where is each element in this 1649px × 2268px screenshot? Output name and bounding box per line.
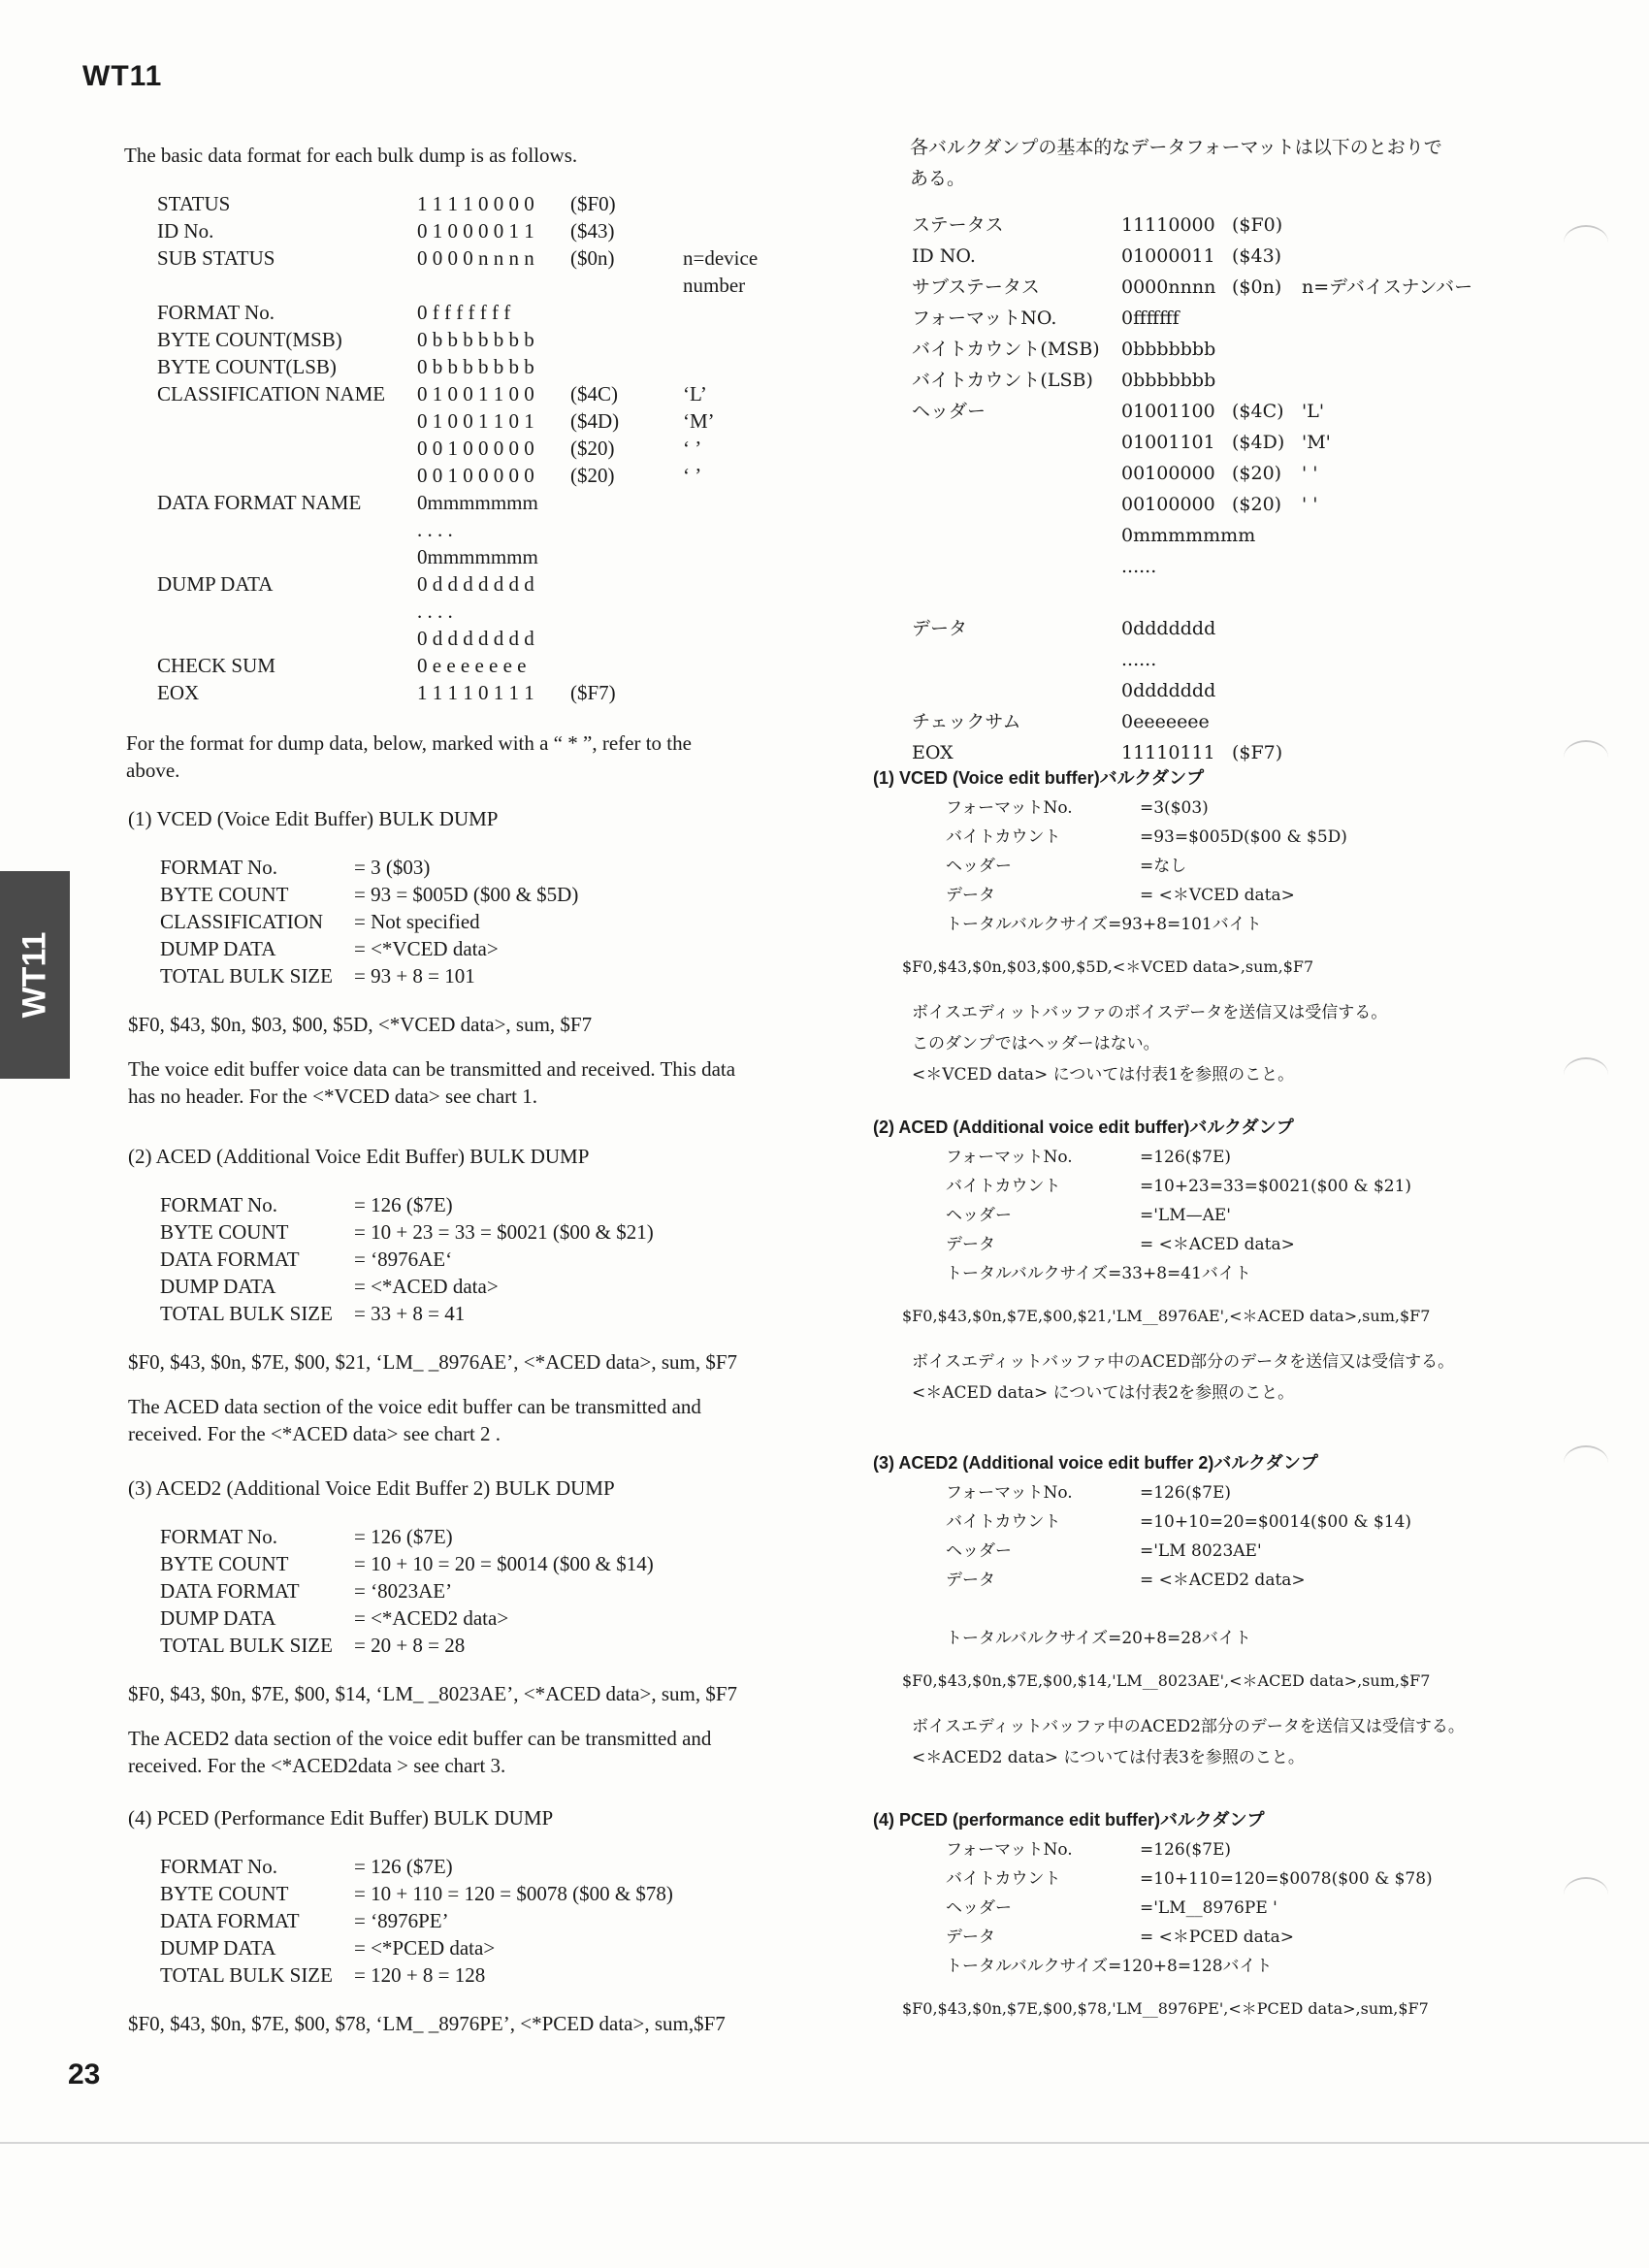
binder-hole-mark	[1564, 740, 1608, 775]
en-desc-line: has no header. For the <*VCED data> see chart 1.	[128, 1085, 537, 1108]
param-value: = 10 + 23 = 33 = $0021 ($00 & $21)	[354, 1220, 654, 1244]
param-key: FORMAT No.	[160, 856, 277, 879]
param-key: ヘッダー	[946, 1541, 1012, 1561]
ja-param-row	[946, 1952, 1567, 1981]
ja-param-row	[946, 910, 1567, 939]
en-intro: The basic data format for each bulk dump is as follows.	[124, 144, 578, 167]
param-key: データ	[946, 886, 995, 905]
bit-pattern: 0mmmmmmm	[417, 491, 538, 514]
en-section-summary: $F0, $43, $0n, $7E, $00, $14, ‘LM_ _8023AE’, <*ACED data>, sum, $F7	[128, 1682, 738, 1705]
bit-pattern: 11110000	[1121, 214, 1215, 236]
param-key: TOTAL BULK SIZE	[160, 1302, 333, 1325]
param-key: フォーマットNo.	[946, 1148, 1073, 1167]
ja-section-title: (4) PCED (performance edit buffer)バルクダンプ	[873, 1810, 1265, 1830]
ja-format-row	[912, 334, 1533, 365]
bit-pattern: ......	[1121, 556, 1157, 577]
param-key: CLASSIFICATION	[160, 910, 324, 933]
bit-pattern: 0eeeeeee	[1121, 711, 1210, 732]
field-name: EOX	[912, 742, 954, 763]
ja-desc-line: ボイスエディットバッファ中のACED部分のデータを送信又は受信する。	[912, 1352, 1455, 1372]
binder-hole-mark	[1564, 225, 1608, 260]
bit-pattern: 1 1 1 1 0 0 0 0	[417, 192, 534, 215]
hex-value: ($20)	[1232, 463, 1282, 484]
param-key: データ	[946, 1571, 995, 1590]
field-name: CHECK SUM	[157, 654, 275, 677]
ja-format-row	[912, 365, 1533, 396]
en-section-params	[160, 1523, 761, 1659]
ja-format-row	[912, 303, 1533, 334]
field-name: サブステータス	[912, 276, 1040, 298]
param-key: バイトカウント	[946, 1177, 1061, 1196]
param-key: FORMAT No.	[160, 1525, 277, 1548]
field-note: ‘ ’	[683, 464, 702, 487]
param-value: =126($7E)	[1140, 1840, 1231, 1860]
hex-value: ($43)	[1232, 245, 1282, 267]
en-format-row	[157, 570, 797, 598]
en-format-row	[157, 407, 797, 435]
field-name: ステータス	[912, 214, 1004, 236]
ja-desc-line: ボイスエディットバッファ中のACED2部分のデータを送信又は受信する。	[912, 1717, 1465, 1736]
hex-value: ($20)	[1232, 494, 1282, 515]
ja-param-row	[946, 1172, 1567, 1201]
param-key: フォーマットNo.	[946, 798, 1073, 818]
param-key: トータルバルクサイズ=93+8=101バイト	[946, 915, 1262, 934]
en-section-params	[160, 854, 761, 989]
ja-desc-line: <＊ACED2 data> については付表3を参照のこと。	[912, 1748, 1305, 1767]
field-name: CLASSIFICATION NAME	[157, 382, 386, 405]
hex-value: ($4C)	[570, 382, 618, 405]
bit-pattern: 0 1 0 0 1 1 0 1	[417, 409, 534, 433]
en-format-row	[157, 679, 797, 706]
field-name: ID No.	[157, 219, 214, 243]
param-key: トータルバルクサイズ=20+8=28バイト	[946, 1629, 1251, 1648]
bit-pattern: 0 0 1 0 0 0 0 0	[417, 437, 534, 460]
ja-section-desc	[912, 1711, 1465, 1773]
param-value: = 126 ($7E)	[354, 1855, 453, 1878]
ja-section-summary: $F0,$43,$0n,$7E,$00,$21,'LM__8976AE',<＊ACED data>,sum,$F7	[902, 1307, 1431, 1325]
field-note: ' '	[1302, 463, 1318, 484]
en-desc-line: The ACED data section of the voice edit buffer can be transmitted and	[128, 1395, 701, 1418]
en-param-row	[160, 962, 761, 989]
field-name: FORMAT No.	[157, 301, 275, 324]
field-name: フォーマットNO.	[912, 308, 1057, 329]
bit-pattern: 0 0 0 0 n n n n	[417, 246, 534, 270]
field-name: EOX	[157, 681, 200, 704]
en-desc-line: The ACED2 data section of the voice edit buffer can be transmitted and	[128, 1727, 712, 1750]
en-format-row	[157, 190, 797, 217]
param-value: = <*ACED2 data>	[354, 1606, 509, 1630]
hex-value: ($F0)	[1232, 214, 1283, 236]
param-key: バイトカウント	[946, 1512, 1061, 1532]
param-value: = <＊ACED2 data>	[1140, 1571, 1306, 1590]
hex-value: ($20)	[570, 464, 615, 487]
field-name: チェックサム	[912, 711, 1021, 732]
en-format-note	[126, 729, 692, 784]
hex-value: ($43)	[570, 219, 615, 243]
bit-pattern: . . . .	[417, 599, 453, 623]
bit-pattern: 00100000	[1121, 494, 1215, 515]
ja-param-row	[946, 1864, 1567, 1894]
ja-format-row	[912, 210, 1533, 241]
param-key: TOTAL BULK SIZE	[160, 1634, 333, 1657]
param-key: DUMP DATA	[160, 1936, 276, 1960]
field-note: 'L'	[1302, 401, 1325, 422]
bit-pattern: 0 d d d d d d d	[417, 572, 534, 596]
ja-format-row	[912, 272, 1533, 303]
field-note: ‘L’	[683, 382, 707, 405]
en-desc-line: received. For the <*ACED2data > see chart 3.	[128, 1754, 506, 1777]
en-note-line: For the format for dump data, below, marked with a “ * ”, refer to the	[126, 731, 692, 755]
ja-section-title: (2) ACED (Additional voice edit buffer)バルクダンプ	[873, 1118, 1294, 1137]
ja-section-params	[946, 1835, 1567, 1981]
param-value: = 126 ($7E)	[354, 1193, 453, 1216]
ja-param-row	[946, 1894, 1567, 1923]
param-key: DUMP DATA	[160, 1606, 276, 1630]
bit-pattern: . . . .	[417, 518, 453, 541]
ja-param-row	[946, 1624, 1567, 1653]
ja-format-row	[912, 551, 1533, 582]
ja-format-row	[912, 396, 1533, 427]
bit-pattern: 0ddddddd	[1121, 618, 1216, 639]
param-value: =10+23=33=$0021($00 & $21)	[1140, 1177, 1412, 1196]
ja-param-row	[946, 1259, 1567, 1288]
en-param-row	[160, 1907, 761, 1934]
param-key: トータルバルクサイズ=33+8=41バイト	[946, 1264, 1251, 1283]
ja-format-row	[912, 489, 1533, 520]
param-key: TOTAL BULK SIZE	[160, 1963, 333, 1987]
ja-section-summary: $F0,$43,$0n,$7E,$00,$14,'LM__8023AE',<＊ACED data>,sum,$F7	[902, 1671, 1431, 1690]
bit-pattern: 0000nnnn	[1121, 276, 1216, 298]
param-key: バイトカウント	[946, 827, 1061, 847]
en-section-title: (1) VCED (Voice Edit Buffer) BULK DUMP	[128, 807, 499, 830]
param-key: TOTAL BULK SIZE	[160, 964, 333, 988]
param-key: トータルバルクサイズ=120+8=128バイト	[946, 1957, 1273, 1976]
page-bottom-edge	[0, 2142, 1649, 2144]
field-note: ' '	[1302, 494, 1318, 515]
param-value: = ‘8023AE’	[354, 1579, 453, 1603]
param-value: ='LM__8976PE '	[1140, 1898, 1277, 1918]
ja-section-title: (3) ACED2 (Additional voice edit buffer 2)バルクダンプ	[873, 1453, 1318, 1473]
en-format-row	[157, 462, 797, 489]
field-name: DUMP DATA	[157, 572, 274, 596]
hex-value: ($F7)	[1232, 742, 1283, 763]
en-desc-line: The voice edit buffer voice data can be transmitted and received. This data	[128, 1057, 736, 1081]
bit-pattern: 0 1 0 0 0 0 1 1	[417, 219, 534, 243]
field-name: ヘッダー	[912, 401, 986, 422]
ja-format-table	[912, 210, 1533, 768]
param-key: ヘッダー	[946, 1898, 1012, 1918]
ja-param-row	[946, 1595, 1567, 1624]
bit-pattern: 00100000	[1121, 463, 1215, 484]
param-value: =なし	[1140, 857, 1187, 876]
ja-desc-line: <＊VCED data> については付表1を参照のこと。	[912, 1065, 1295, 1085]
bit-pattern: 01001101	[1121, 432, 1215, 453]
param-key: バイトカウント	[946, 1869, 1061, 1889]
en-format-row	[157, 625, 797, 652]
field-name: バイトカウント(MSB)	[912, 339, 1100, 360]
ja-desc-line: このダンプではヘッダーはない。	[912, 1034, 1160, 1053]
ja-param-row	[946, 852, 1567, 881]
field-name: SUB STATUS	[157, 246, 275, 270]
field-note: n=デバイスナンバー	[1302, 276, 1473, 298]
param-value: = <＊VCED data>	[1140, 886, 1295, 905]
bit-pattern: 0 1 0 0 1 1 0 0	[417, 382, 534, 405]
bit-pattern: 0 d d d d d d d	[417, 627, 534, 650]
param-value: =126($7E)	[1140, 1148, 1231, 1167]
side-tab-label: WT11	[16, 931, 53, 1019]
param-value: = ‘8976AE‘	[354, 1247, 453, 1271]
param-key: データ	[946, 1928, 995, 1947]
param-key: FORMAT No.	[160, 1193, 277, 1216]
field-note: ‘ ’	[683, 437, 702, 460]
en-section-title: (4) PCED (Performance Edit Buffer) BULK DUMP	[128, 1806, 554, 1830]
ja-format-row	[912, 458, 1533, 489]
bit-pattern: ......	[1121, 649, 1157, 670]
en-param-row	[160, 1273, 761, 1300]
en-format-row	[157, 598, 797, 625]
param-value: = Not specified	[354, 910, 480, 933]
param-key: DUMP DATA	[160, 937, 276, 960]
binder-hole-mark	[1564, 1445, 1608, 1480]
hex-value: ($F7)	[570, 681, 616, 704]
ja-format-row	[912, 520, 1533, 551]
hex-value: ($4D)	[570, 409, 620, 433]
field-name: BYTE COUNT(MSB)	[157, 328, 342, 351]
field-note: ‘M’	[683, 409, 715, 433]
param-value: = 20 + 8 = 28	[354, 1634, 466, 1657]
param-key: ヘッダー	[946, 1206, 1012, 1225]
field-note: 'M'	[1302, 432, 1331, 453]
en-section-title: (2) ACED (Additional Voice Edit Buffer) BULK DUMP	[128, 1145, 590, 1168]
ja-param-row	[946, 1835, 1567, 1864]
en-format-row	[157, 217, 797, 244]
hex-value: ($20)	[570, 437, 615, 460]
ja-desc-line: <＊ACED data> については付表2を参照のこと。	[912, 1383, 1295, 1403]
field-name: STATUS	[157, 192, 231, 215]
binder-hole-mark	[1564, 1877, 1608, 1912]
bit-pattern: 1 1 1 1 0 1 1 1	[417, 681, 534, 704]
param-key: フォーマットNo.	[946, 1840, 1073, 1860]
param-key: BYTE COUNT	[160, 1220, 289, 1244]
field-note: n=device	[683, 246, 759, 270]
param-value: ='LM 8023AE'	[1140, 1541, 1262, 1561]
side-tab	[0, 871, 70, 1079]
ja-param-row	[946, 1201, 1567, 1230]
en-param-row	[160, 1632, 761, 1659]
ja-format-row	[912, 644, 1533, 675]
ja-param-row	[946, 881, 1567, 910]
bit-pattern: 0 0 1 0 0 0 0 0	[417, 464, 534, 487]
bit-pattern: 01000011	[1121, 245, 1215, 267]
bit-pattern: 0 e e e e e e e	[417, 654, 527, 677]
ja-intro-line: 各バルクダンプの基本的なデータフォーマットは以下のとおりで	[910, 137, 1442, 158]
en-param-row	[160, 1961, 761, 1989]
ja-desc-line: ボイスエディットバッファのボイスデータを送信又は受信する。	[912, 1003, 1388, 1022]
param-key: DATA FORMAT	[160, 1579, 300, 1603]
en-param-row	[160, 1550, 761, 1577]
bit-pattern: 0 b b b b b b b	[417, 355, 534, 378]
bit-pattern: 0ddddddd	[1121, 680, 1216, 701]
hex-value: ($F0)	[570, 192, 616, 215]
ja-format-row	[912, 706, 1533, 737]
field-name: ID NO.	[912, 245, 976, 267]
en-section-desc	[128, 1725, 846, 1779]
en-param-row	[160, 1934, 761, 1961]
en-section-desc	[128, 1393, 846, 1447]
field-name: データ	[912, 618, 968, 639]
ja-intro-line: ある。	[910, 168, 966, 189]
en-format-row	[157, 516, 797, 543]
param-value: = <*PCED data>	[354, 1936, 496, 1960]
ja-param-row	[946, 1478, 1567, 1507]
ja-section-desc	[912, 1346, 1454, 1409]
param-value: =10+110=120=$0078($00 & $78)	[1140, 1869, 1433, 1889]
en-param-row	[160, 881, 761, 908]
en-note-line: above.	[126, 759, 180, 782]
param-value: = 10 + 10 = 20 = $0014 ($00 & $14)	[354, 1552, 654, 1575]
param-key: データ	[946, 1235, 995, 1254]
param-key: ヘッダー	[946, 857, 1012, 876]
en-param-row	[160, 854, 761, 881]
en-section-summary: $F0, $43, $0n, $03, $00, $5D, <*VCED data>, sum, $F7	[128, 1013, 593, 1036]
en-param-row	[160, 908, 761, 935]
en-param-row	[160, 1604, 761, 1632]
field-name: バイトカウント(LSB)	[912, 370, 1093, 391]
hex-value: ($4D)	[1232, 432, 1285, 453]
param-value: = <＊PCED data>	[1140, 1928, 1295, 1947]
en-format-row	[157, 244, 797, 272]
param-value: =126($7E)	[1140, 1483, 1231, 1503]
en-param-row	[160, 1218, 761, 1246]
en-section-params	[160, 1853, 761, 1989]
param-value: = 126 ($7E)	[354, 1525, 453, 1548]
param-value: = 93 + 8 = 101	[354, 964, 475, 988]
bit-pattern: 0fffffff	[1121, 308, 1180, 329]
ja-section-summary: $F0,$43,$0n,$7E,$00,$78,'LM__8976PE',<＊PCED data>,sum,$F7	[902, 1999, 1429, 2018]
page-header: WT11	[82, 60, 163, 92]
field-name: BYTE COUNT(LSB)	[157, 355, 337, 378]
en-param-row	[160, 935, 761, 962]
bit-pattern: 0 f f f f f f f	[417, 301, 511, 324]
param-key: DATA FORMAT	[160, 1909, 300, 1932]
ja-param-row	[946, 794, 1567, 823]
ja-param-row	[946, 823, 1567, 852]
ja-format-row	[912, 613, 1533, 644]
en-param-row	[160, 1880, 761, 1907]
param-key: フォーマットNo.	[946, 1483, 1073, 1503]
en-format-table	[157, 190, 797, 706]
page-number: 23	[68, 2058, 101, 2090]
param-value: = <*ACED data>	[354, 1275, 499, 1298]
param-value: = 93 = $005D ($00 & $5D)	[354, 883, 579, 906]
en-desc-line: received. For the <*ACED data> see chart 2 .	[128, 1422, 501, 1445]
param-value: = <*VCED data>	[354, 937, 499, 960]
bit-pattern: 11110111	[1121, 742, 1215, 763]
ja-section-params	[946, 1143, 1567, 1288]
ja-param-row	[946, 1923, 1567, 1952]
bit-pattern: 0bbbbbbb	[1121, 370, 1216, 391]
param-key: BYTE COUNT	[160, 1882, 289, 1905]
en-param-row	[160, 1577, 761, 1604]
param-value: =93=$005D($00 & $5D)	[1140, 827, 1347, 847]
param-value: = ‘8976PE’	[354, 1909, 449, 1932]
ja-section-params	[946, 794, 1567, 939]
ja-section-title: (1) VCED (Voice edit buffer)バルクダンプ	[873, 768, 1205, 788]
ja-format-row	[912, 241, 1533, 272]
ja-param-row	[946, 1507, 1567, 1537]
ja-param-row	[946, 1143, 1567, 1172]
en-param-row	[160, 1853, 761, 1880]
en-format-row	[157, 299, 797, 326]
en-section-summary: $F0, $43, $0n, $7E, $00, $21, ‘LM_ _8976AE’, <*ACED data>, sum, $F7	[128, 1350, 738, 1374]
hex-value: ($4C)	[1232, 401, 1284, 422]
en-format-row	[157, 272, 797, 299]
param-value: ='LM—AE'	[1140, 1206, 1231, 1225]
en-param-row	[160, 1246, 761, 1273]
bit-pattern: 01001100	[1121, 401, 1215, 422]
en-param-row	[160, 1523, 761, 1550]
param-key: BYTE COUNT	[160, 1552, 289, 1575]
param-value: = 3 ($03)	[354, 856, 431, 879]
param-key: FORMAT No.	[160, 1855, 277, 1878]
ja-section-desc	[912, 997, 1387, 1090]
ja-section-params	[946, 1478, 1567, 1653]
en-format-row	[157, 326, 797, 353]
en-param-row	[160, 1300, 761, 1327]
param-key: DATA FORMAT	[160, 1247, 300, 1271]
en-section-params	[160, 1191, 761, 1327]
param-value: = 10 + 110 = 120 = $0078 ($00 & $78)	[354, 1882, 673, 1905]
param-value: = 120 + 8 = 128	[354, 1963, 486, 1987]
binder-hole-mark	[1564, 1057, 1608, 1092]
en-format-row	[157, 652, 797, 679]
hex-value: ($0n)	[570, 246, 615, 270]
param-key: DUMP DATA	[160, 1275, 276, 1298]
param-key: BYTE COUNT	[160, 883, 289, 906]
ja-format-row	[912, 675, 1533, 706]
en-format-row	[157, 435, 797, 462]
ja-param-row	[946, 1566, 1567, 1595]
ja-format-spacer	[912, 582, 1533, 613]
bit-pattern: 0mmmmmmm	[417, 545, 538, 568]
param-value: =10+10=20=$0014($00 & $14)	[1140, 1512, 1412, 1532]
param-value: = <＊ACED data>	[1140, 1235, 1295, 1254]
en-section-summary: $F0, $43, $0n, $7E, $00, $78, ‘LM_ _8976PE’, <*PCED data>, sum,$F7	[128, 2012, 726, 2035]
param-value: =3($03)	[1140, 798, 1209, 818]
bit-pattern: 0mmmmmmm	[1121, 525, 1256, 546]
ja-param-row	[946, 1230, 1567, 1259]
en-format-row	[157, 380, 797, 407]
en-section-desc	[128, 1055, 846, 1110]
bit-pattern: 0 b b b b b b b	[417, 328, 534, 351]
ja-param-row	[946, 1537, 1567, 1566]
ja-intro	[910, 132, 1442, 194]
field-name: DATA FORMAT NAME	[157, 491, 362, 514]
field-note: number	[683, 274, 746, 297]
hex-value: ($0n)	[1232, 276, 1282, 298]
en-section-title: (3) ACED2 (Additional Voice Edit Buffer 2) BULK DUMP	[128, 1476, 615, 1500]
ja-section-summary: $F0,$43,$0n,$03,$00,$5D,<＊VCED data>,sum,$F7	[902, 957, 1314, 976]
param-value: = 33 + 8 = 41	[354, 1302, 466, 1325]
en-param-row	[160, 1191, 761, 1218]
en-format-row	[157, 489, 797, 516]
en-format-row	[157, 543, 797, 570]
bit-pattern: 0bbbbbbb	[1121, 339, 1216, 360]
ja-format-row	[912, 427, 1533, 458]
en-format-row	[157, 353, 797, 380]
